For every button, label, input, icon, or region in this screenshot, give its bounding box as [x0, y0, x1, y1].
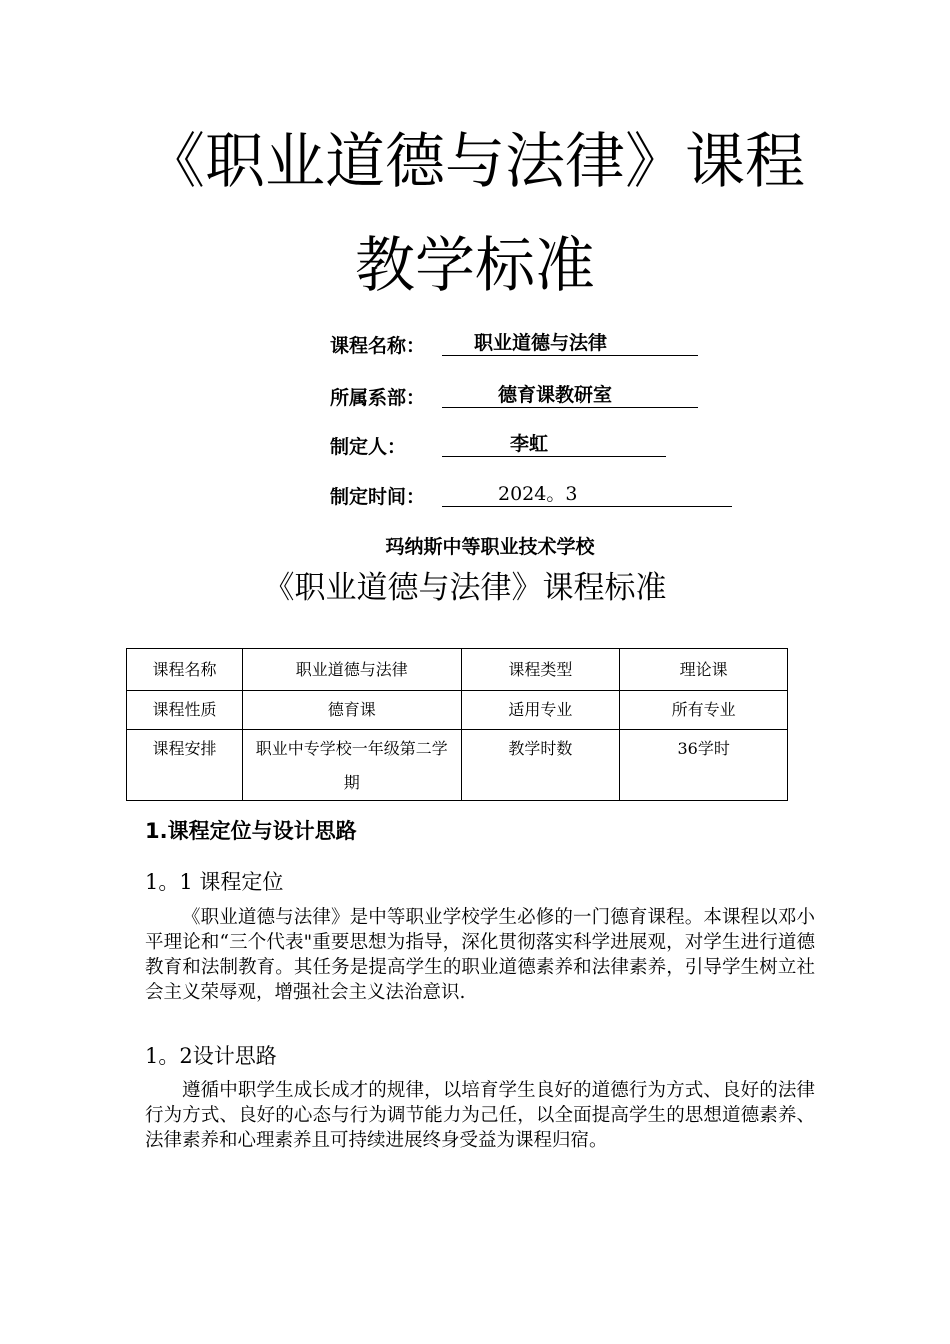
- department-value: 德育课教研室: [498, 384, 613, 406]
- table-row: [127, 730, 788, 801]
- course-name-label: 课程名称：: [330, 335, 426, 357]
- subsection-heading-positioning: 1。1 课程定位: [145, 870, 284, 894]
- table-row: [127, 649, 788, 691]
- department-field: [442, 383, 698, 408]
- table-cell: 理论课: [620, 649, 788, 691]
- table-cell: 课程安排: [127, 730, 243, 801]
- table-cell: 36学时: [620, 730, 788, 801]
- table-cell: 职业道德与法律: [243, 649, 461, 691]
- table-row: [127, 691, 788, 730]
- table-cell: 所有专业: [620, 691, 788, 730]
- table-cell: 教学时数: [461, 730, 620, 801]
- course-name-value: 职业道德与法律: [474, 332, 608, 354]
- date-field: [442, 482, 732, 507]
- date-value: 2024。3: [498, 483, 578, 505]
- table-cell: 课程名称: [127, 649, 243, 691]
- cover-title-line1: 《职业道德与法律》课程: [145, 127, 805, 197]
- positioning-paragraph: [145, 905, 815, 1005]
- subsection-heading-design: 1。2设计思路: [145, 1044, 277, 1068]
- design-paragraph: [145, 1078, 815, 1153]
- author-value: 李虹: [510, 433, 549, 455]
- table-cell: 德育课: [243, 691, 461, 730]
- course-info-table: [126, 648, 788, 801]
- course-name-field: [442, 331, 698, 356]
- school-name: 玛纳斯中等职业技术学校: [385, 536, 595, 558]
- author-label: 制定人：: [330, 436, 407, 458]
- table-cell: 课程类型: [461, 649, 620, 691]
- date-label: 制定时间：: [330, 486, 426, 508]
- author-field: [442, 432, 666, 457]
- paragraph-text: 《职业道德与法律》是中等职业学校学生必修的一门德育课程。本课程以邓小平理论和“三个代表"重要思想为指导，深化贯彻落实科学进展观，对学生进行道德教育和法制教育。其任务是提高学生的职业道德素养和法律素养，引导学生树立社会主义荣辱观，增强社会主义法治意识.: [145, 907, 815, 1003]
- table-cell: 职业中专学校一年级第二学期: [243, 730, 461, 801]
- table-cell: 适用专业: [461, 691, 620, 730]
- table-cell: 课程性质: [127, 691, 243, 730]
- paragraph-text: 遵循中职学生成长成才的规律，以培育学生良好的道德行为方式、良好的法律行为方式、良好的心态与行为调节能力为己任，以全面提高学生的思想道德素养、法律素养和心理素养且可持续进展终身受益为课程归宿。: [145, 1080, 815, 1151]
- cover-title-line2: 教学标准: [355, 231, 595, 301]
- section-heading: 1.课程定位与设计思路: [145, 819, 357, 843]
- standard-title: 《职业道德与法律》课程标准: [263, 570, 667, 606]
- department-label: 所属系部：: [330, 387, 426, 409]
